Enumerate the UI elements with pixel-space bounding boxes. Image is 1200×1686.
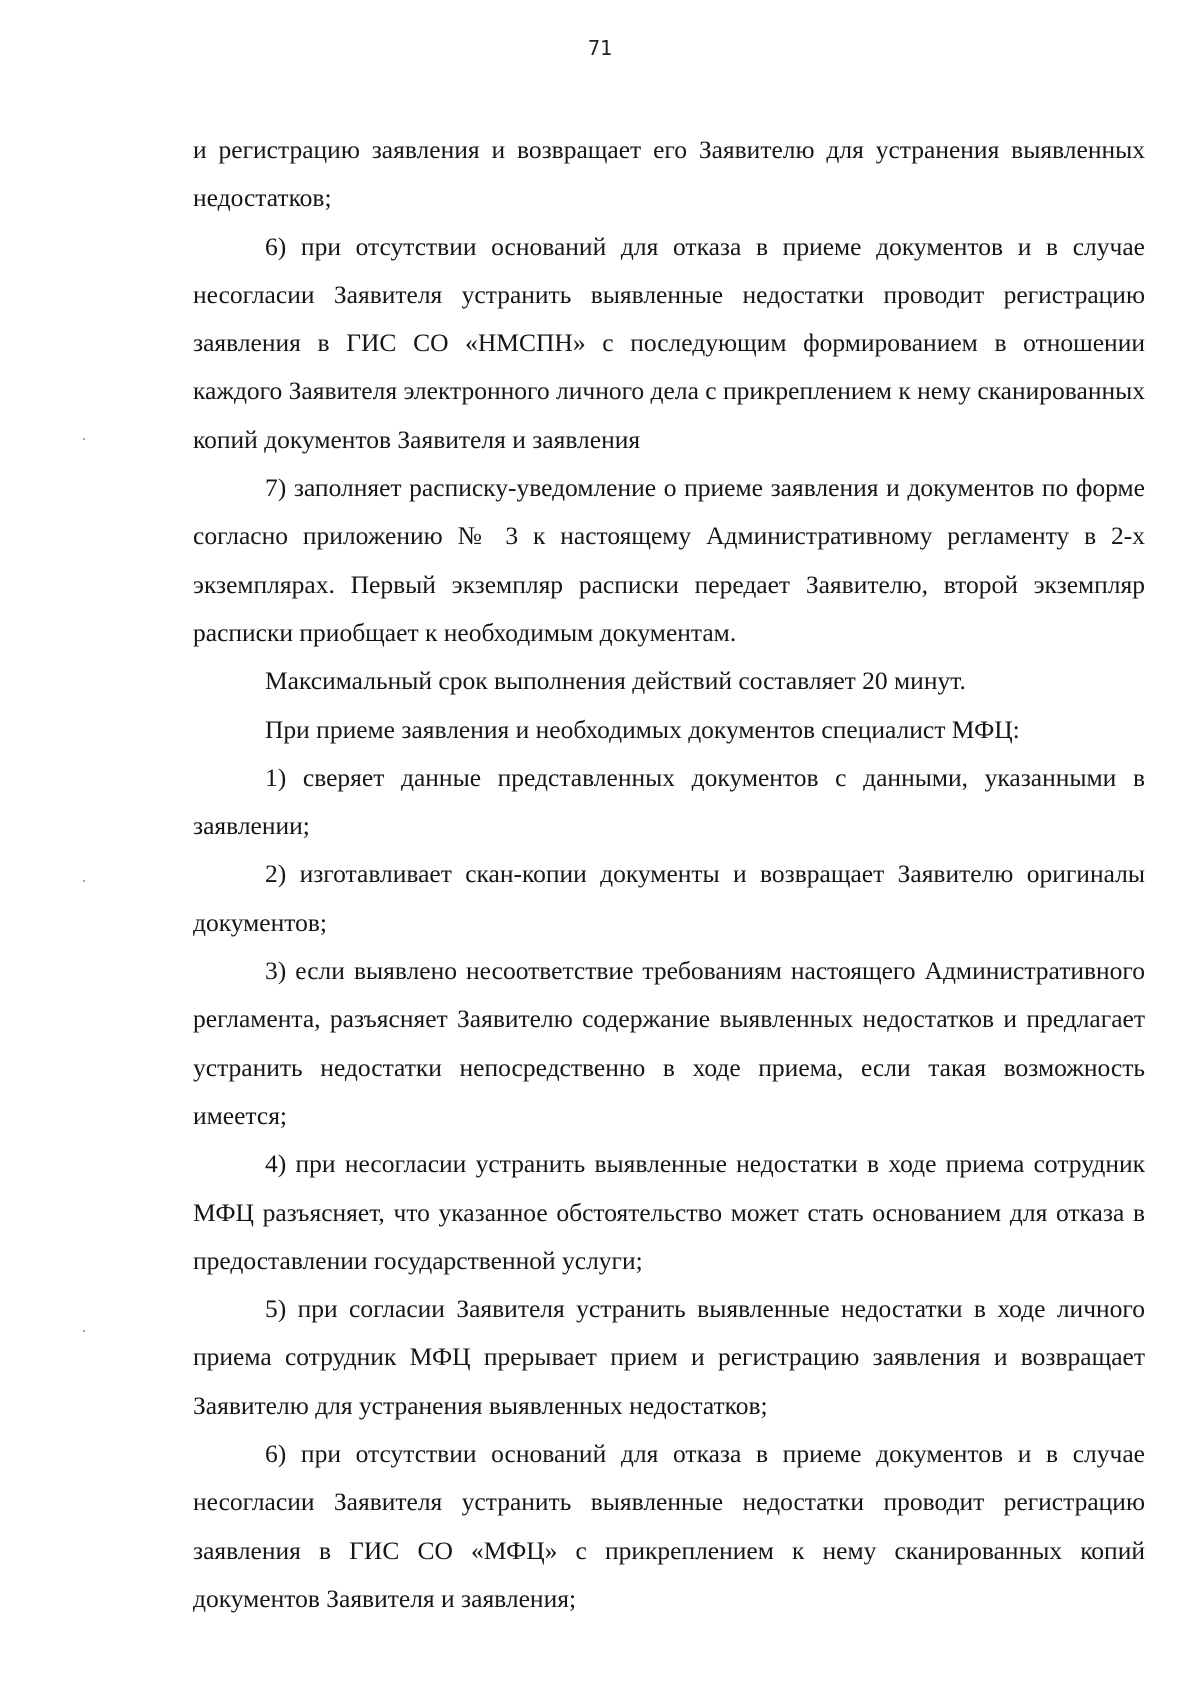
paragraph-mfc-intro: При приеме заявления и необходимых документов специалист МФЦ: (265, 714, 1020, 744)
scan-speck (83, 1330, 85, 1332)
paragraph-item-6-nmspn: 6) при отсутствии оснований для отказа в приеме документов и в случае несогласии Заявителя устранить выявленные недостатки проводит регистрацию заявления в ГИС СО «НМСПН» с последующим формированием в отношении каждого Заявителя электронного личного дела с прикреплением к нему сканированных копий документов Заявителя и заявления (193, 231, 1145, 454)
paragraph-max-time: Максимальный срок выполнения действий составляет 20 минут. (265, 666, 966, 696)
paragraph-mfc-item-4: 4) при несогласии устранить выявленные недостатки в ходе приема сотрудник МФЦ разъясняет, что указанное обстоятельство может стать основанием для отказа в предоставлении государственной услуги; (193, 1149, 1145, 1275)
scan-speck (83, 880, 85, 882)
paragraph-mfc-item-3: 3) если выявлено несоответствие требованиям настоящего Административного регламента, разъясняет Заявителю содержание выявленных недостатков и предлагает устранить недостатки непосредственно в ходе приема, если такая возможность имеется; (193, 956, 1145, 1130)
paragraph-mfc-item-6: 6) при отсутствии оснований для отказа в приеме документов и в случае несогласии Заявителя устранить выявленные недостатки проводит регистрацию заявления в ГИС СО «МФЦ» с прикреплением к нему сканированных копий документов Заявителя и заявления; (193, 1439, 1145, 1613)
scan-speck (83, 438, 85, 440)
paragraph-mfc-item-5: 5) при согласии Заявителя устранить выявленные недостатки в ходе личного приема сотрудник МФЦ прерывает прием и регистрацию заявления и возвращает Заявителю для устранения выявленных недостатков; (193, 1294, 1145, 1420)
document-body (193, 126, 1145, 1623)
paragraph-continuation: и регистрацию заявления и возвращает его Заявителю для устранения выявленных недостатков; (193, 135, 1145, 213)
paragraph-mfc-item-2: 2) изготавливает скан-копии документы и возвращает Заявителю оригиналы документов; (193, 859, 1145, 937)
paragraph-item-7: 7) заполняет расписку-уведомление о приеме заявления и документов по форме согласно приложению № 3 к настоящему Административному регламенту в 2-х экземплярах. Первый экземпляр расписки передает Заявителю, второй экземпляр расписки приобщает к необходимым документам. (193, 473, 1145, 647)
paragraph-mfc-item-1: 1) сверяет данные представленных документов с данными, указанными в заявлении; (193, 762, 1145, 841)
page-number: 71 (587, 36, 613, 60)
